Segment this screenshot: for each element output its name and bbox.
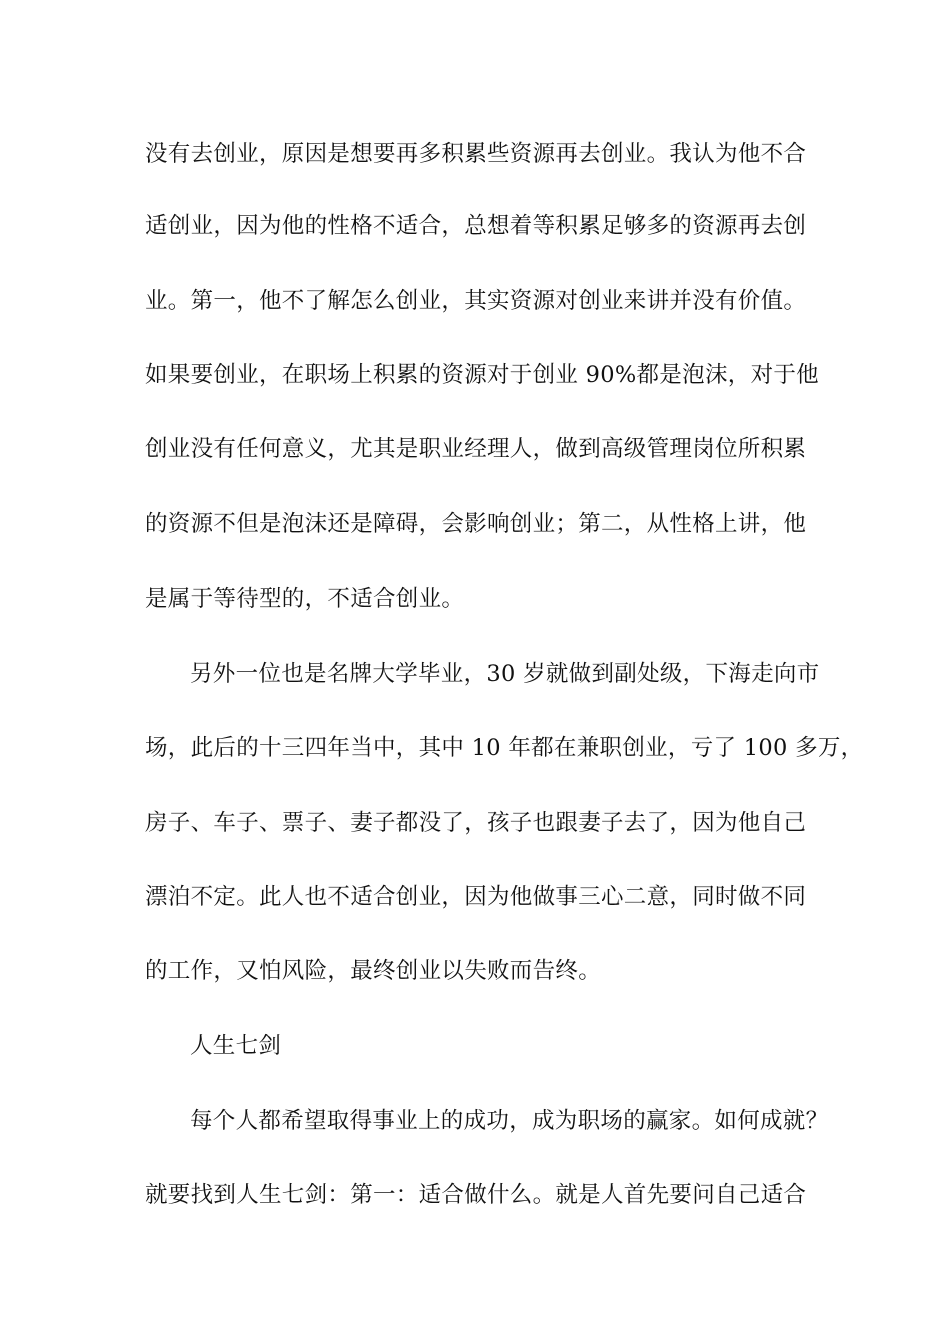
paragraph-line: 创业没有任何意义，尤其是职业经理人，做到高级管理岗位所积累 xyxy=(145,436,807,462)
paragraph-line: 适创业，因为他的性格不适合，总想着等积累足够多的资源再去创 xyxy=(145,213,807,239)
paragraph-line: 场，此后的十三四年当中，其中 10 年都在兼职创业，亏了 100 多万， xyxy=(145,735,864,761)
paragraph-line: 的资源不但是泡沫还是障碍，会影响创业；第二，从性格上讲，他 xyxy=(145,511,807,537)
paragraph-line: 就要找到人生七剑：第一：适合做什么。就是人首先要问自己适合 xyxy=(145,1182,807,1208)
paragraph-line: 房子、车子、票子、妻子都没了，孩子也跟妻子去了，因为他自己 xyxy=(145,810,807,836)
paragraph-line: 如果要创业，在职场上积累的资源对于创业 90%都是泡沫，对于他 xyxy=(145,362,819,388)
paragraph-first-line: 每个人都希望取得事业上的成功，成为职场的赢家。如何成就？ xyxy=(190,1108,829,1134)
paragraph-line: 的工作，又怕风险，最终创业以失败而告终。 xyxy=(145,958,602,984)
paragraph-line: 业。第一，他不了解怎么创业，其实资源对创业来讲并没有价值。 xyxy=(145,288,807,314)
paragraph-line: 漂泊不定。此人也不适合创业，因为他做事三心二意，同时做不同 xyxy=(145,884,807,910)
paragraph-line: 没有去创业，原因是想要再多积累些资源再去创业。我认为他不合 xyxy=(145,141,807,167)
section-heading: 人生七剑 xyxy=(190,1033,282,1059)
paragraph-line: 是属于等待型的，不适合创业。 xyxy=(145,586,465,612)
paragraph-first-line: 另外一位也是名牌大学毕业，30 岁就做到副处级，下海走向市 xyxy=(190,661,820,687)
